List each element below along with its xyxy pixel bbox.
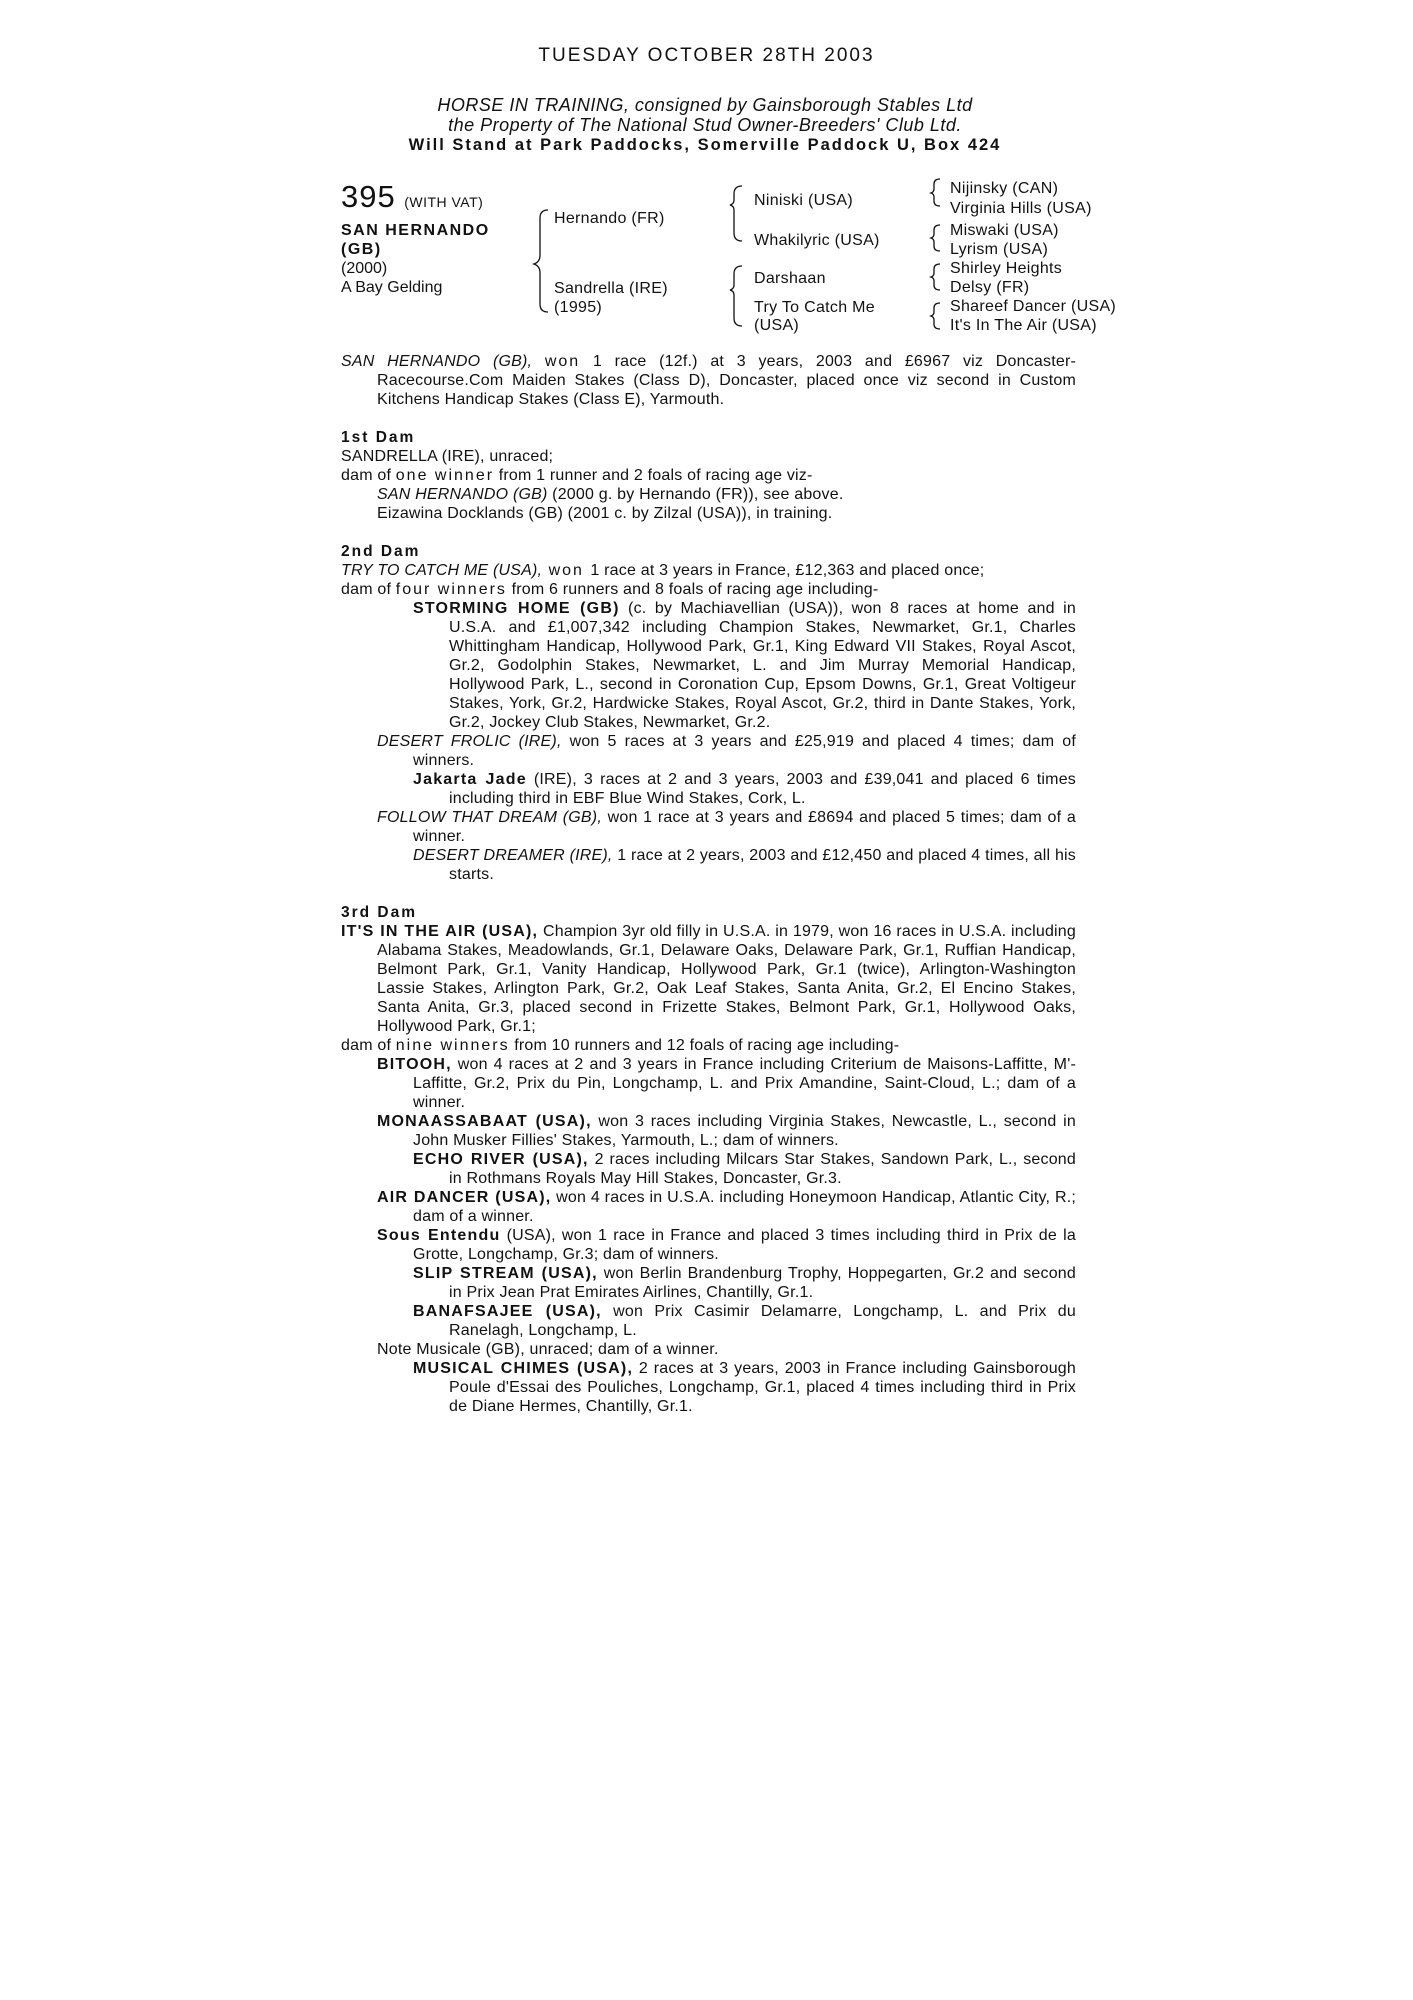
horse-record-name: SAN HERNANDO (GB), [341, 353, 533, 370]
produce-text: won 4 races in U.S.A. including Honeymoon Handicap, Atlantic City, R.; dam of a winner. [413, 1189, 1076, 1225]
produce-entry [341, 1226, 1076, 1264]
third-dam-line [341, 922, 1076, 1036]
pedigree-dam-year: (1995) [554, 299, 603, 316]
pedigree-sire: Hernando (FR) [554, 210, 665, 227]
produce-name: Sous Entendu [377, 1227, 501, 1244]
produce-name: AIR DANCER (USA), [377, 1189, 552, 1206]
consignor-line: HORSE IN TRAINING, consigned by Gainsborough Stables Ltd [437, 95, 973, 115]
won-label: won [544, 353, 581, 370]
pedigree-sire-dam: Whakilyric (USA) [754, 232, 880, 249]
first-dam-heading: 1st Dam [341, 429, 416, 446]
second-dam-line [341, 561, 1076, 580]
pedigree-gen4-6: Delsy (FR) [950, 279, 1030, 296]
produce-entry [341, 1359, 1076, 1416]
produce-entry [377, 599, 1076, 732]
produce-name: STORMING HOME (GB) [413, 600, 620, 617]
text-run: 1 race at 3 years in France, £12,363 and placed once; [590, 562, 985, 579]
dam-name: IT'S IN THE AIR (USA), [341, 923, 539, 940]
pedigree-braces [0, 0, 1413, 340]
dam-name: TRY TO CATCH ME (USA), [341, 562, 543, 579]
produce-text: 2 races including Milcars Star Stakes, Sandown Park, L., second in Rothmans Royals May Hill Stakes, Doncaster, Gr.3. [449, 1151, 1076, 1187]
produce-text: won 3 races including Virginia Stakes, Newcastle, L., second in John Musker Fillies' Stakes, Yarmouth, L.; dam of winners. [413, 1113, 1076, 1149]
produce-entry [341, 846, 1076, 884]
pedigree-sire-sire: Niniski (USA) [754, 192, 854, 209]
first-dam-produce: Eizawina Docklands (GB) (2001 c. by Zilzal (USA)), in training. [377, 505, 833, 522]
produce-text: (2000 g. by Hernando (FR)), see above. [547, 486, 844, 503]
text-run: from 6 runners and 8 foals of racing age including- [506, 581, 879, 598]
sale-date: TUESDAY OCTOBER 28TH 2003 [538, 45, 875, 66]
pedigree-dam-sire: Darshaan [754, 270, 826, 287]
produce-entry [341, 1188, 1076, 1226]
pedigree-dam: Sandrella (IRE) [554, 280, 668, 297]
pedigree-dam-dam: Try To Catch Me [754, 299, 875, 316]
produce-entry [341, 770, 1076, 808]
produce-name: BANAFSAJEE (USA), [413, 1303, 602, 1320]
text-run: from 10 runners and 12 foals of racing age including- [509, 1037, 900, 1054]
pedigree-gen4-7: Shareef Dancer (USA) [950, 298, 1117, 315]
produce-entry [341, 808, 1076, 846]
produce-name: SAN HERNANDO (GB) [377, 486, 548, 503]
horse-name: SAN HERNANDO [341, 222, 490, 239]
third-dam-heading: 3rd Dam [341, 904, 418, 921]
produce-entry [341, 1302, 1076, 1340]
produce-name: Jakarta Jade [413, 771, 527, 788]
third-dam-produce-summary [341, 1036, 1076, 1055]
location-line: Will Stand at Park Paddocks, Somerville Paddock U, Box 424 [408, 136, 1002, 154]
produce-entry [341, 1055, 1076, 1112]
produce-entry [341, 732, 1076, 770]
first-dam-produce [341, 485, 1076, 504]
lot-number: 395 [341, 179, 396, 214]
produce-name: MUSICAL CHIMES (USA), [413, 1360, 634, 1377]
produce-name: ECHO RIVER (USA), [413, 1151, 589, 1168]
winners-count: nine winners [395, 1037, 510, 1054]
pedigree-dam-dam-country: (USA) [754, 317, 800, 334]
pedigree-gen4-4: Lyrism (USA) [950, 241, 1049, 258]
catalogue-body [341, 352, 1076, 1416]
horse-record [341, 352, 1076, 409]
produce-text: 2 races at 3 years, 2003 in France including Gainsborough Poule d'Essai des Pouliches, Longchamp, Gr.1, placed 4 times including third in Prix de Diane Hermes, Chantilly, Gr.1. [449, 1360, 1076, 1415]
text-run: dam of [341, 581, 396, 598]
second-dam-produce-summary [341, 580, 1076, 599]
produce-text: 1 race at 2 years, 2003 and £12,450 and placed 4 times, all his starts. [449, 847, 1076, 883]
horse-record-text: 1 race (12f.) at 3 years, 2003 and £6967 viz Doncaster-Racecourse.Com Maiden Stakes (Class D), Doncaster, placed once viz second in Custom Kitchens Handicap Stakes (Class E), Yarmouth. [377, 353, 1077, 408]
produce-entry [341, 1150, 1076, 1188]
produce-name: SLIP STREAM (USA), [413, 1265, 598, 1282]
produce-name: BITOOH, [377, 1056, 452, 1073]
horse-country: (GB) [341, 241, 382, 258]
produce-text: (c. by Machiavellian (USA)), won 8 races at home and in U.S.A. and £1,007,342 including Champion Stakes, Newmarket, Gr.1, Charles Whittingham Handicap, Hollywood Park, Gr.1, King Edward VII Stakes, Royal Ascot, Gr.2, Godolphin Stakes, Newmarket, L. and Jim Murray Memorial Handicap, Hollywood Park, L., second in Coronation Cup, Epsom Downs, Gr.1, Great Voltigeur Stakes, York, Gr.2, Hardwicke Stakes, Royal Ascot, Gr.2, third in Dante Stakes, York, Gr.2, Jockey Club Stakes, Newmarket, Gr.2. [449, 600, 1076, 731]
produce-text: (USA), won 1 race in France and placed 3 times including third in Prix de la Grotte, Longchamp, Gr.3; dam of winners. [413, 1227, 1076, 1263]
first-dam-line: SANDRELLA (IRE), unraced; [341, 448, 554, 465]
produce-text: won 1 race at 3 years and £8694 and placed 5 times; dam of a winner. [413, 809, 1077, 845]
produce-entry [341, 1264, 1076, 1302]
first-dam-produce-summary [341, 466, 1076, 485]
produce-name: DESERT FROLIC (IRE), [377, 733, 562, 750]
produce-name: DESERT DREAMER (IRE), [413, 847, 613, 864]
horse-year: (2000) [341, 260, 388, 277]
vat-note: (WITH VAT) [404, 194, 484, 210]
pedigree-gen4-1: Nijinsky (CAN) [950, 180, 1059, 197]
produce-entry [341, 1112, 1076, 1150]
produce-name: FOLLOW THAT DREAM (GB), [377, 809, 602, 826]
pedigree-gen4-8: It's In The Air (USA) [950, 317, 1097, 334]
second-dam-heading: 2nd Dam [341, 543, 421, 560]
produce-name: MONAASSABAAT (USA), [377, 1113, 592, 1130]
produce-text: (IRE), 3 races at 2 and 3 years, 2003 and £39,041 and placed 6 times including third in EBF Blue Wind Stakes, Cork, L. [449, 771, 1076, 807]
produce-entry: Note Musicale (GB), unraced; dam of a winner. [377, 1341, 719, 1358]
winners-count: four winners [395, 581, 507, 598]
property-line: the Property of The National Stud Owner-Breeders' Club Ltd. [448, 115, 962, 135]
won-label: won [542, 562, 591, 579]
produce-text: won 5 races at 3 years and £25,919 and placed 4 times; dam of winners. [413, 733, 1076, 769]
text-run: from 1 runner and 2 foals of racing age viz- [494, 467, 813, 484]
pedigree-gen4-5: Shirley Heights [950, 260, 1063, 277]
horse-description: A Bay Gelding [341, 279, 443, 296]
text-run: dam of [341, 1037, 396, 1054]
produce-text: won Prix Casimir Delamarre, Longchamp, L. and Prix du Ranelagh, Longchamp, L. [449, 1303, 1076, 1339]
text-run: dam of [341, 467, 396, 484]
winners-count: one winner [395, 467, 495, 484]
pedigree-gen4-3: Miswaki (USA) [950, 222, 1059, 239]
pedigree-gen4-2: Virginia Hills (USA) [950, 200, 1092, 217]
produce-text: won 4 races at 2 and 3 years in France including Criterium de Maisons-Laffitte, M'-Laffitte, Gr.2, Prix du Pin, Longchamp, L. and Prix Amandine, Saint-Cloud, L.; dam of a winner. [413, 1056, 1076, 1111]
produce-text: won Berlin Brandenburg Trophy, Hoppegarten, Gr.2 and second in Prix Jean Prat Emirates Airlines, Chantilly, Gr.1. [449, 1265, 1076, 1301]
text-run: Champion 3yr old filly in U.S.A. in 1979, won 16 races in U.S.A. including Alabama Stakes, Meadowlands, Gr.1, Delaware Oaks, Delaware Park, Gr.1, Ruffian Handicap, Belmont Park, Gr.1, Vanity Handicap, Hollywood Park, Gr.1 (twice), Arlington-Washington Lassie Stakes, Arlington Park, Gr.2, Oak Leaf Stakes, Santa Anita, Gr.2, El Encino Stakes, Santa Anita, Gr.3, placed second in Frizette Stakes, Belmont Park, Gr.1, Hollywood Oaks, Hollywood Park, Gr.1; [377, 923, 1076, 1035]
